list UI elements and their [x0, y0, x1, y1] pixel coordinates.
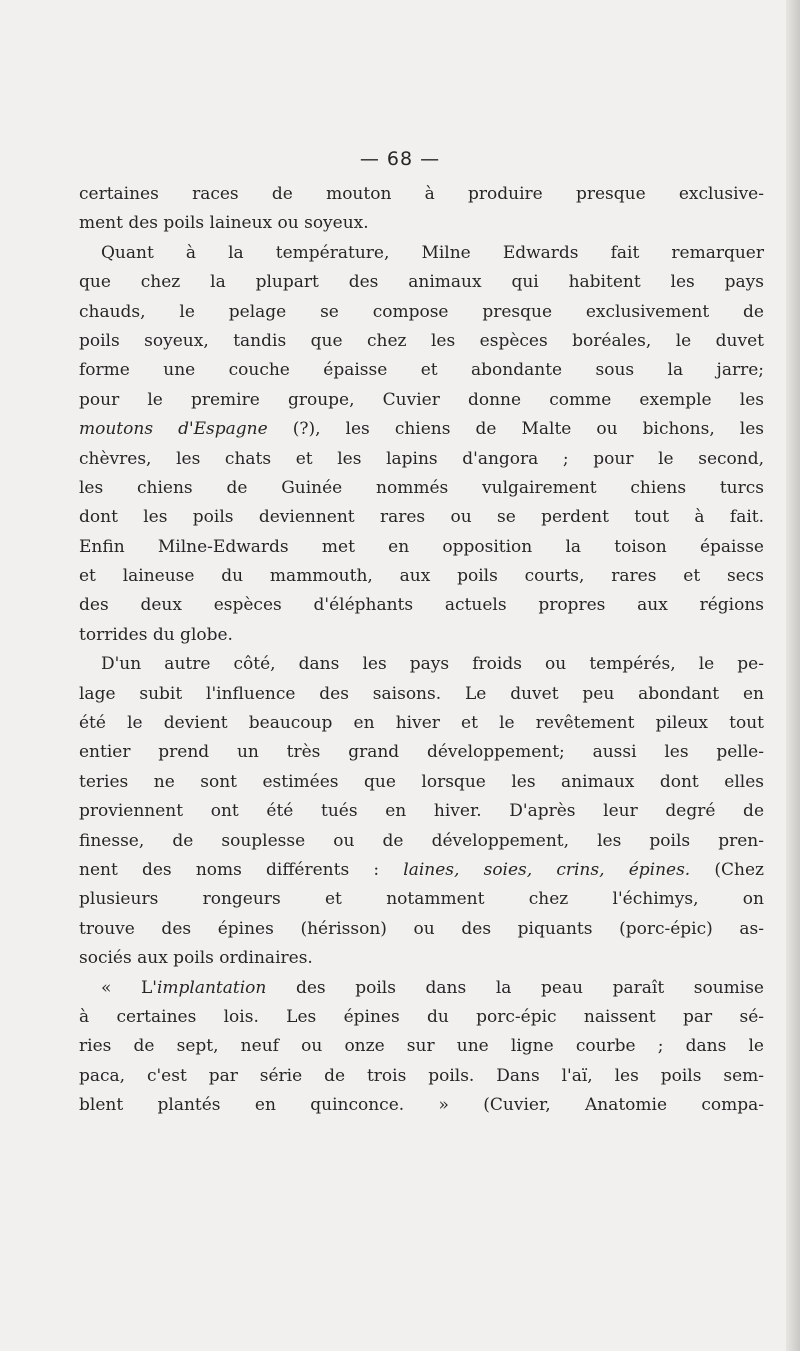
- text-line: pour le premire groupe, Cuvier donne comme exemple les: [79, 389, 764, 410]
- text-line: dont les poils deviennent rares ou se perdent tout à fait.: [79, 507, 764, 528]
- text-line: les chiens de Guinée nommés vulgairement chiens turcs: [79, 477, 764, 498]
- text-line: sociés aux poils ordinaires.: [79, 948, 313, 969]
- text-line: été le devient beaucoup en hiver et le revêtement pileux tout: [79, 713, 764, 734]
- text-segment: (Chez: [690, 859, 764, 880]
- text-line: torrides du globe.: [79, 624, 233, 645]
- text-line: teries ne sont estimées que lorsque les animaux dont elles: [79, 771, 764, 792]
- text-line: D'un autre côté, dans les pays froids ou tempérés, le pe-: [101, 654, 764, 675]
- text-line: [79, 974, 764, 1003]
- text-line: ment des poils laineux ou soyeux.: [79, 213, 369, 234]
- text-line: [79, 856, 764, 885]
- text-segment: des poils dans la peau paraît soumise: [266, 977, 764, 998]
- text-segment: nent des noms différents :: [79, 859, 404, 880]
- text-line: [79, 415, 764, 444]
- text-line: des deux espèces d'éléphants actuels propres aux régions: [79, 595, 764, 616]
- text-line: lage subit l'influence des saisons. Le duvet peu abondant en: [79, 683, 764, 704]
- text-line: Enfin Milne-Edwards met en opposition la toison épaisse: [79, 536, 764, 557]
- text-line: proviennent ont été tués en hiver. D'après leur degré de: [79, 801, 764, 822]
- text-segment: « L': [101, 977, 157, 998]
- text-line: trouve des épines (hérisson) ou des piquants (porc-épic) as-: [79, 918, 764, 939]
- text-line: chauds, le pelage se compose presque exclusivement de: [79, 301, 764, 322]
- italic-text: implantation: [156, 977, 267, 998]
- page-number: — 68 —: [359, 148, 441, 170]
- text-line: ries de sept, neuf ou onze sur une ligne courbe ; dans le: [79, 1036, 764, 1057]
- text-line: poils soyeux, tandis que chez les espèces boréales, le duvet: [79, 330, 764, 351]
- text-line: certaines races de mouton à produire presque exclusive-: [79, 184, 764, 204]
- text-line: Quant à la température, Milne Edwards fait remarquer: [101, 242, 764, 263]
- text-line: que chez la plupart des animaux qui habitent les pays: [79, 272, 764, 293]
- text-line: finesse, de souplesse ou de développement, les poils pren-: [79, 830, 764, 851]
- text-body: [79, 180, 764, 1121]
- text-segment: (?), les chiens de Malte ou bichons, les: [267, 419, 764, 440]
- text-line: entier prend un très grand développement; aussi les pelle-: [79, 742, 764, 763]
- text-line: à certaines lois. Les épines du porc-épic naissent par sé-: [79, 1006, 764, 1027]
- page-edge: [786, 0, 800, 1351]
- text-line: plusieurs rongeurs et notamment chez l'échimys, on: [79, 889, 764, 910]
- text-line: blent plantés en quinconce. » (Cuvier, Anatomie compa-: [79, 1095, 764, 1116]
- italic-text: laines, soies, crins, épines.: [403, 859, 691, 880]
- text-line: paca, c'est par série de trois poils. Dans l'aï, les poils sem-: [79, 1065, 764, 1086]
- text-line: chèvres, les chats et les lapins d'angora ; pour le second,: [79, 448, 764, 469]
- italic-text: moutons d'Espagne: [79, 419, 268, 440]
- text-line: forme une couche épaisse et abondante sous la jarre;: [79, 360, 764, 381]
- text-line: et laineuse du mammouth, aux poils courts, rares et secs: [79, 566, 764, 587]
